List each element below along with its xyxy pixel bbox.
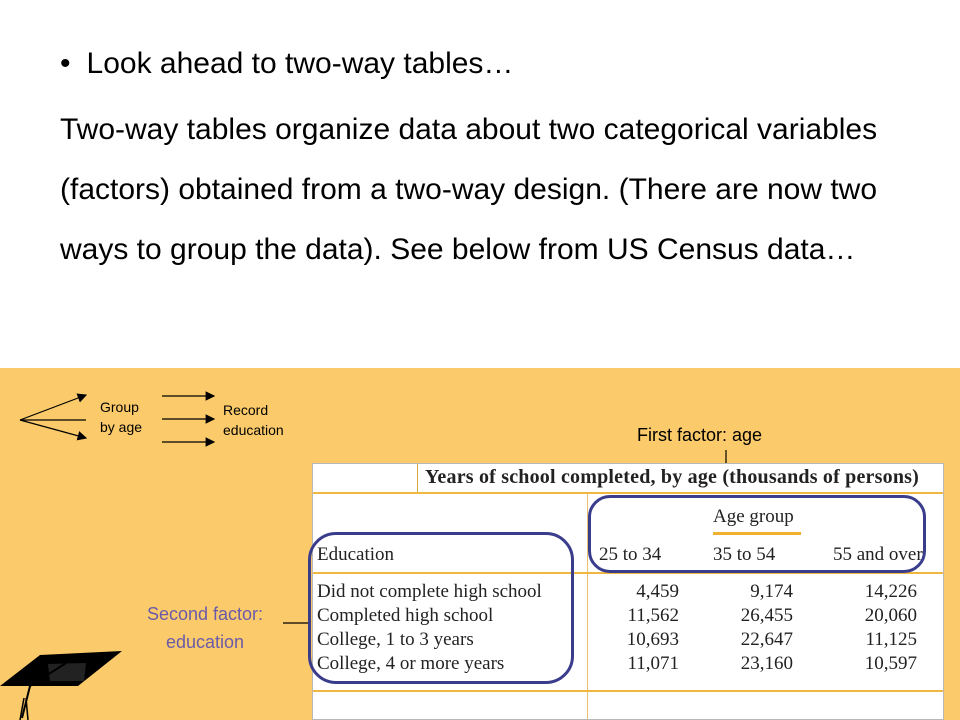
bullet-text: Look ahead to two-way tables…: [86, 47, 514, 80]
column-header: 55 and over: [833, 544, 923, 565]
age-group-header: Age group: [713, 506, 794, 527]
column-header: 35 to 54: [713, 544, 776, 565]
first-factor-label: First factor: age: [637, 425, 763, 445]
row-header-education: Education: [317, 544, 395, 565]
bullet-symbol: •: [60, 47, 71, 80]
table-cell: 4,459: [636, 581, 679, 602]
table-row-label: Completed high school: [317, 605, 494, 626]
table-row-label: College, 1 to 3 years: [317, 629, 474, 650]
second-factor-line-2: education: [165, 632, 245, 652]
table-row-label: Did not complete high school: [317, 581, 542, 602]
table-cell: 14,226: [864, 581, 917, 602]
table-cell: 22,647: [740, 629, 793, 650]
table-cell: 10,693: [626, 629, 679, 650]
table-cell: 11,071: [627, 653, 679, 674]
table-row-label: College, 4 or more years: [317, 653, 505, 674]
body-paragraph: Two-way tables organize data about two categorical variables (factors) obtained from a two-way design. (There are now two ways to group the data). See below from US Census data…: [60, 113, 878, 266]
record-label-line-2: education: [223, 422, 284, 438]
group-label-line-2: by age: [100, 419, 143, 435]
record-education-label: [223, 400, 284, 440]
table-cell: 26,455: [740, 605, 793, 626]
table-cell: 9,174: [750, 581, 793, 602]
table-cell: 11,125: [865, 629, 917, 650]
split-line-top: [20, 395, 86, 420]
table-cell: 11,562: [627, 605, 679, 626]
split-line-bottom: [20, 420, 86, 438]
column-header: 25 to 34: [599, 544, 662, 565]
record-label-line-1: Record: [223, 402, 269, 418]
education-factor-highlight: [308, 532, 574, 684]
bullet-row: [60, 42, 513, 86]
second-factor-line-1: Second factor:: [146, 604, 264, 624]
group-by-age-label: [100, 397, 142, 437]
graduation-cap-icon: [0, 651, 122, 720]
age-factor-highlight: [588, 495, 926, 573]
table-cell: 10,597: [864, 653, 917, 674]
second-factor-label: [120, 600, 290, 656]
table-title: Years of school completed, by age (thousands of persons): [425, 466, 919, 488]
group-label-line-1: Group: [100, 399, 139, 415]
table-cell: 23,160: [740, 653, 793, 674]
table-cell: 20,060: [864, 605, 917, 626]
